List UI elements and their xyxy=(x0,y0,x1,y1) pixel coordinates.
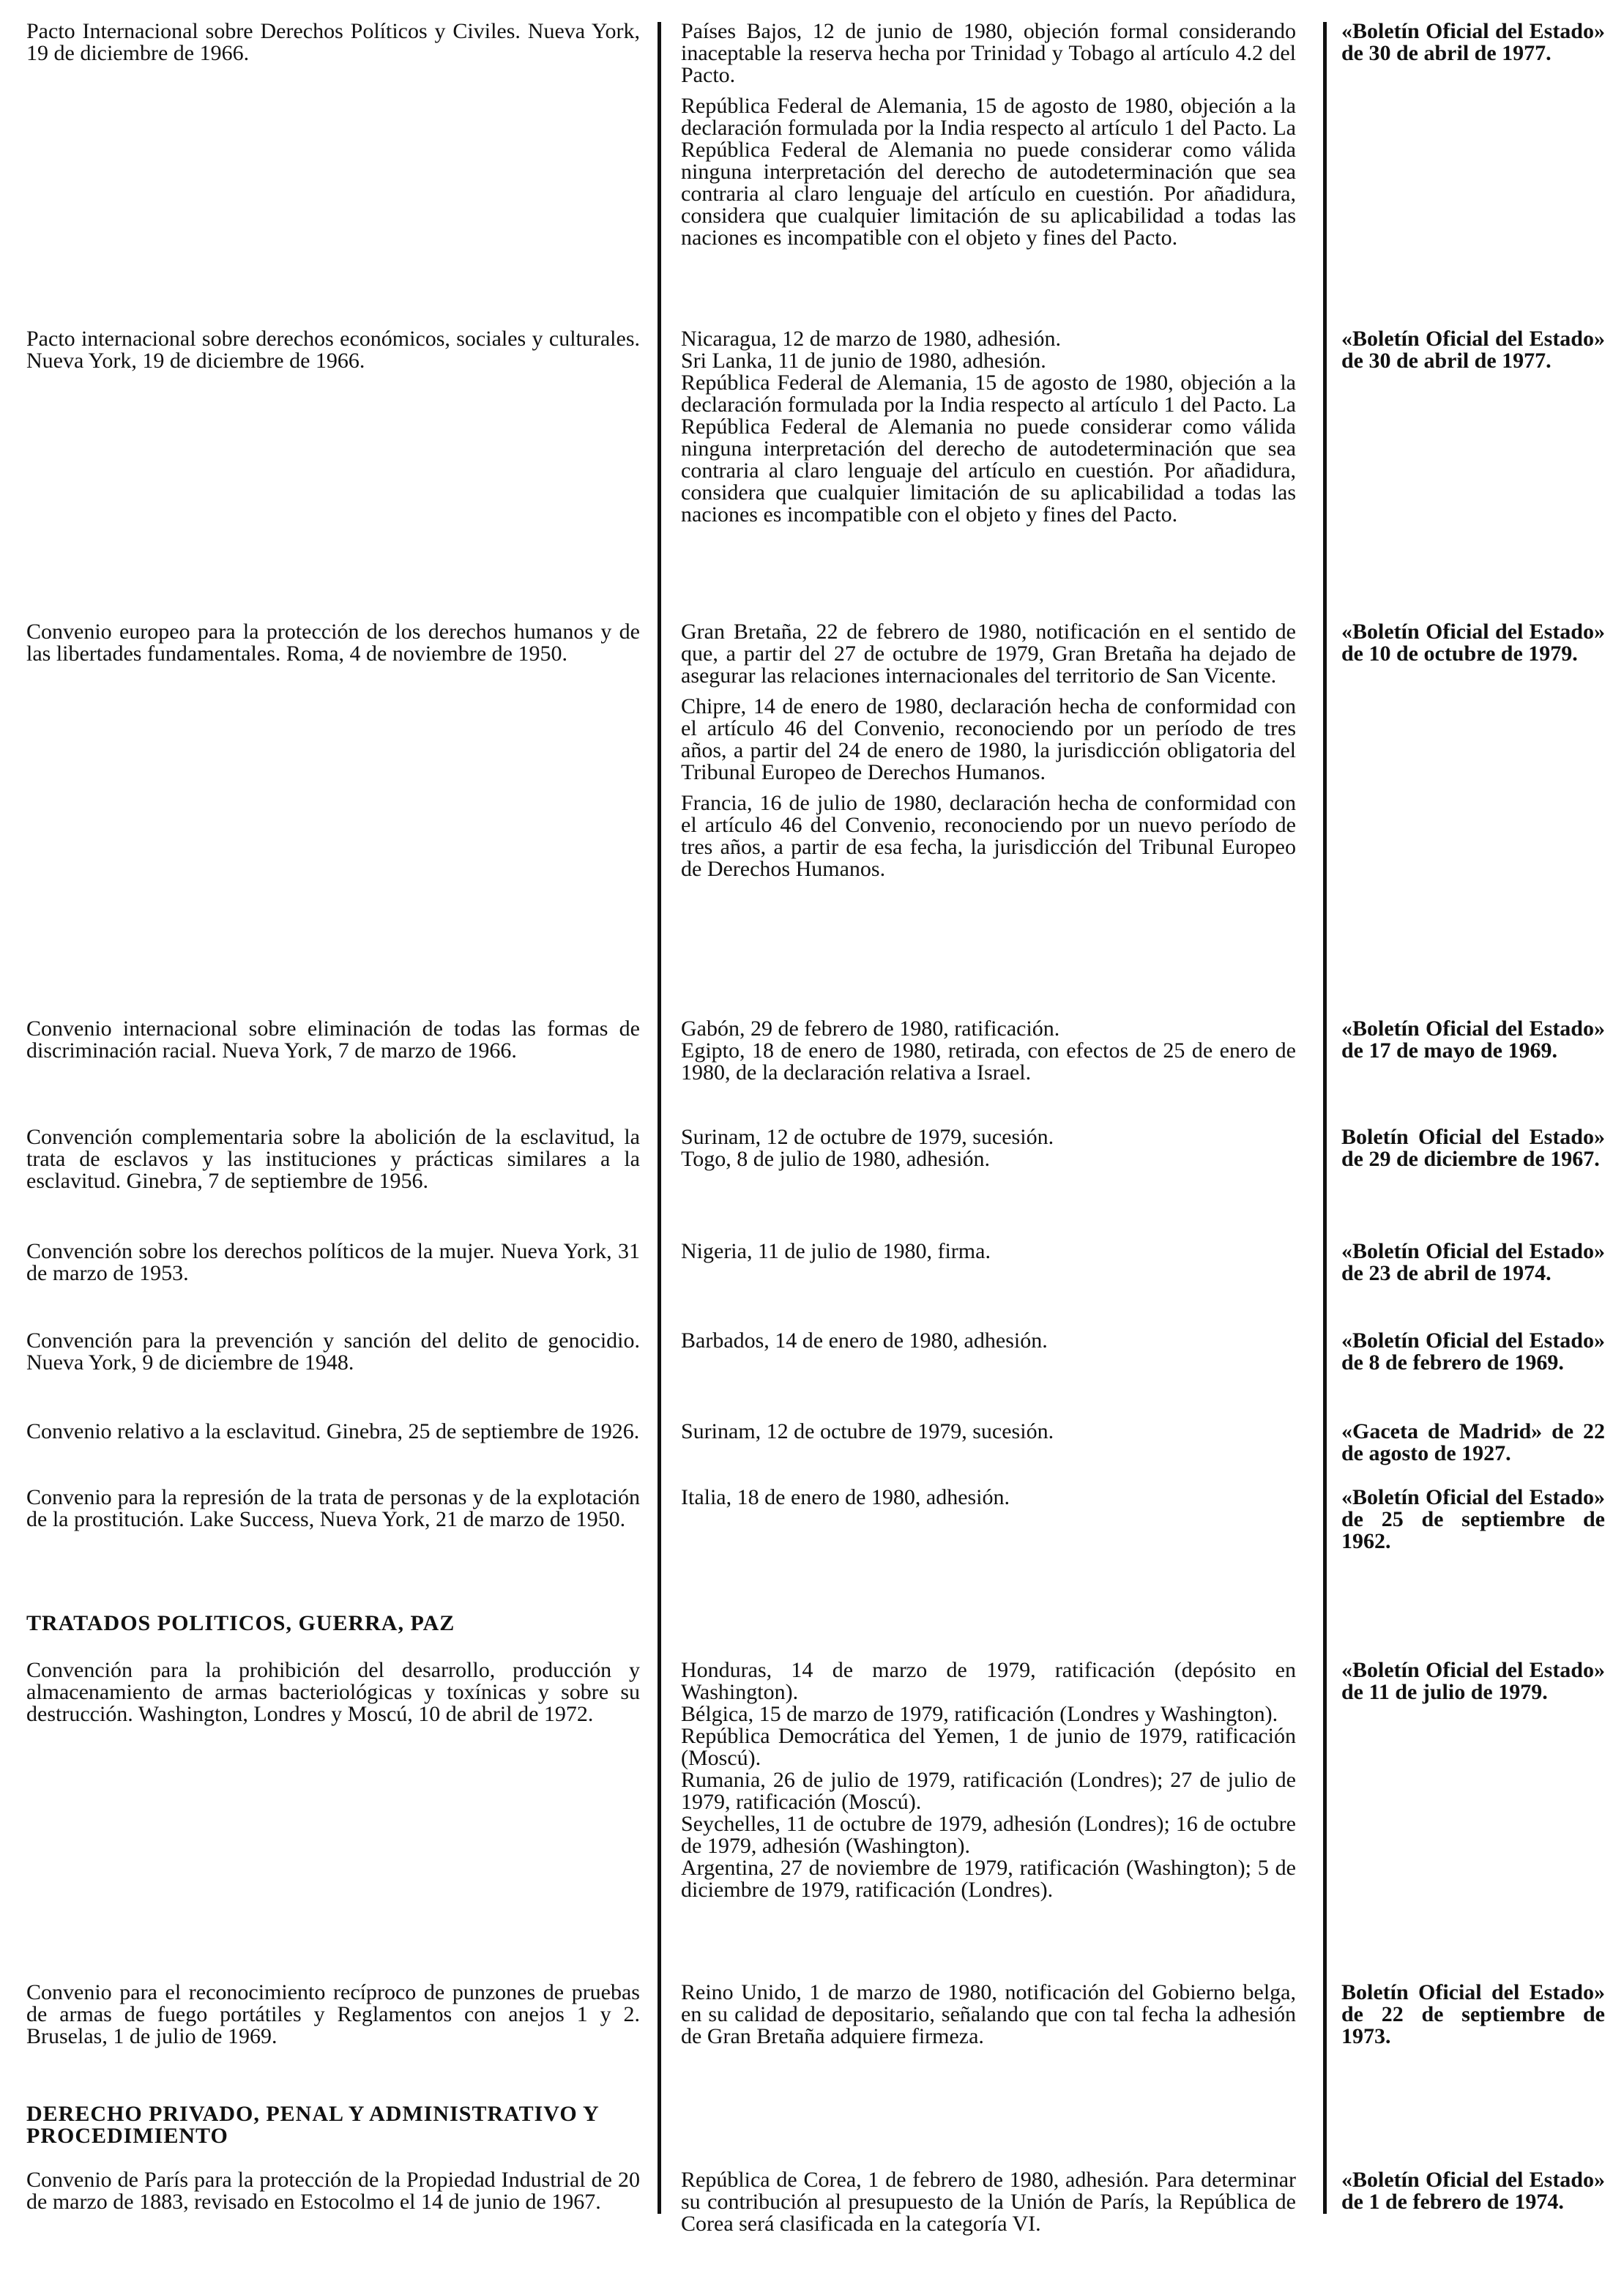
table-row xyxy=(0,621,1624,1018)
table-row xyxy=(0,1487,1624,1613)
note: República Federal de Alemania, 15 de agosto de 1980, objeción a la declaración formulada por la India respecto al artículo 1 del Pacto. La República Federal de Alemania no puede considerar como válida ninguna interpretación del derecho de autodeterminación que sea contraria al claro lenguaje del artículo en cuestión. Por añadidura, considera que cualquier limitación de su aplicabilidad a todas las naciones es incompatible con el objeto y fines del Pacto. xyxy=(681,371,1296,527)
official-reference: «Boletín Oficial del Estado» de 30 de abril de 1977. xyxy=(1341,19,1605,65)
note: Reino Unido, 1 de marzo de 1980, notificación del Gobierno belga, en su calidad de depositario, señalando que con tal fecha la adhesión de Gran Bretaña adquiere firmeza. xyxy=(681,1980,1296,2048)
note: Honduras, 14 de marzo de 1979, ratificación (depósito en Washington). xyxy=(681,1658,1296,1704)
note: Barbados, 14 de enero de 1980, adhesión. xyxy=(681,1328,1048,1353)
note: Bélgica, 15 de marzo de 1979, ratificación (Londres y Washington). xyxy=(681,1702,1278,1726)
table-row xyxy=(0,1330,1624,1421)
official-reference: «Boletín Oficial del Estado» de 17 de mayo de 1969. xyxy=(1341,1016,1605,1063)
treaty-notes xyxy=(681,1421,1296,1451)
official-reference: «Boletín Oficial del Estado» de 11 de julio de 1979. xyxy=(1341,1658,1605,1704)
official-reference: «Boletín Oficial del Estado» de 25 de septiembre de 1962. xyxy=(1341,1485,1605,1553)
treaty-notes xyxy=(681,1487,1296,1517)
official-reference: «Gaceta de Madrid» de 22 de agosto de 1927. xyxy=(1341,1419,1605,1465)
official-reference: «Boletín Oficial del Estado» de 30 de abril de 1977. xyxy=(1341,327,1605,373)
treaty-title: Pacto Internacional sobre Derechos Políticos y Civiles. Nueva York, 19 de diciembre de 1966. xyxy=(26,19,640,65)
treaty-title: Convención para la prevención y sanción del delito de genocidio. Nueva York, 9 de diciembre de 1948. xyxy=(26,1328,640,1375)
note: Gran Bretaña, 22 de febrero de 1980, notificación en el sentido de que, a partir del 27 de octubre de 1979, Gran Bretaña ha dejado de asegurar las relaciones internacionales del territorio de San Vicente. xyxy=(681,620,1296,688)
treaty-notes xyxy=(681,2169,1296,2244)
treaty-notes xyxy=(681,328,1296,535)
note: Nicaragua, 12 de marzo de 1980, adhesión. xyxy=(681,327,1061,351)
note: Surinam, 12 de octubre de 1979, sucesión. xyxy=(681,1125,1054,1149)
note: Seychelles, 11 de octubre de 1979, adhesión (Londres); 16 de octubre de 1979, adhesión (Washington). xyxy=(681,1812,1296,1858)
treaty-title: Convención sobre los derechos políticos de la mujer. Nueva York, 31 de marzo de 1953. xyxy=(26,1239,640,1285)
official-reference: Boletín Oficial del Estado» de 22 de septiembre de 1973. xyxy=(1341,1980,1605,2048)
note: Gabón, 29 de febrero de 1980, ratificación. xyxy=(681,1016,1060,1041)
note: República Federal de Alemania, 15 de agosto de 1980, objeción a la declaración formulada por la India respecto al artículo 1 del Pacto. La República Federal de Alemania no puede considerar como válida ninguna interpretación del derecho de autodeterminación que sea contraria al claro lenguaje del artículo en cuestión. Por añadidura, considera que cualquier limitación de su aplicabilidad a todas las naciones es incompatible con el objeto y fines del Pacto. xyxy=(681,94,1296,250)
treaty-notes xyxy=(681,21,1296,258)
note: Nigeria, 11 de julio de 1980, firma. xyxy=(681,1239,991,1263)
table-row xyxy=(0,2169,1624,2279)
treaty-notes xyxy=(681,1018,1296,1093)
table-row xyxy=(0,1659,1624,1982)
note: Países Bajos, 12 de junio de 1980, objeción formal considerando inaceptable la reserva hecha por Trinidad y Tobago al artículo 4.2 del Pacto. xyxy=(681,19,1296,87)
table-row xyxy=(0,1241,1624,1330)
note: Francia, 16 de julio de 1980, declaración hecha de conformidad con el artículo 46 del Convenio, reconociendo por un nuevo período de tres años, a partir de esa fecha, la jurisdicción del Tribunal Europeo de Derechos Humanos. xyxy=(681,791,1296,881)
note: Sri Lanka, 11 de junio de 1980, adhesión. xyxy=(681,349,1046,373)
treaty-title: Convenio de París para la protección de la Propiedad Industrial de 20 de marzo de 1883, revisado en Estocolmo el 14 de junio de 1967. xyxy=(26,2168,640,2214)
table-row xyxy=(0,1018,1624,1126)
note: Chipre, 14 de enero de 1980, declaración hecha de conformidad con el artículo 46 del Convenio, reconociendo por un período de tres años, a partir del 24 de enero de 1980, la jurisdicción obligatoria del Tribunal Europeo de Derechos Humanos. xyxy=(681,694,1296,784)
official-reference: «Boletín Oficial del Estado» de 1 de febrero de 1974. xyxy=(1341,2168,1605,2214)
note: Rumania, 26 de julio de 1979, ratificación (Londres); 27 de julio de 1979, ratificación (Moscú). xyxy=(681,1768,1296,1814)
treaty-title: Convenio para el reconocimiento recíproco de punzones de pruebas de armas de fuego portátiles y Reglamentos con anejos 1 y 2. Bruselas, 1 de julio de 1969. xyxy=(26,1980,640,2048)
table-row xyxy=(0,1126,1624,1241)
table-row xyxy=(0,328,1624,621)
note: República de Corea, 1 de febrero de 1980, adhesión. Para determinar su contribución al presupuesto de la Unión de París, la República de Corea será clasificada en la categoría VI. xyxy=(681,2168,1296,2236)
treaty-table xyxy=(0,21,1624,2279)
treaty-title: Convenio internacional sobre eliminación de todas las formas de discriminación racial. Nueva York, 7 de marzo de 1966. xyxy=(26,1016,640,1063)
note: Surinam, 12 de octubre de 1979, sucesión. xyxy=(681,1419,1054,1443)
treaty-title: Pacto internacional sobre derechos económicos, sociales y culturales. Nueva York, 19 de diciembre de 1966. xyxy=(26,327,640,373)
note: Togo, 8 de julio de 1980, adhesión. xyxy=(681,1147,991,1171)
treaty-notes xyxy=(681,1982,1296,2056)
treaty-title: Convenio para la represión de la trata de personas y de la explotación de la prostitución. Lake Success, Nueva York, 21 de marzo de 1950. xyxy=(26,1485,640,1531)
official-reference: Boletín Oficial del Estado» de 29 de diciembre de 1967. xyxy=(1341,1125,1605,1171)
official-reference: «Boletín Oficial del Estado» de 23 de abril de 1974. xyxy=(1341,1239,1605,1285)
treaty-title: Convenio relativo a la esclavitud. Ginebra, 25 de septiembre de 1926. xyxy=(26,1419,640,1443)
section-heading: DERECHO PRIVADO, PENAL Y ADMINISTRATIVO Y PROCEDIMIENTO xyxy=(26,2102,599,2148)
table-row xyxy=(0,21,1624,328)
treaty-notes xyxy=(681,1659,1296,1910)
section-heading: TRATADOS POLITICOS, GUERRA, PAZ xyxy=(26,1611,455,1635)
treaty-notes xyxy=(681,1126,1296,1179)
treaty-notes xyxy=(681,1241,1296,1271)
note: Egipto, 18 de enero de 1980, retirada, con efectos de 25 de enero de 1980, de la declaración relativa a Israel. xyxy=(681,1038,1296,1085)
section-heading-row xyxy=(0,1613,1624,1659)
treaty-notes xyxy=(681,1330,1296,1361)
official-reference: «Boletín Oficial del Estado» de 10 de octubre de 1979. xyxy=(1341,620,1605,666)
treaty-title: Convención complementaria sobre la abolición de la esclavitud, la trata de esclavos y las instituciones y prácticas similares a la esclavitud. Ginebra, 7 de septiembre de 1956. xyxy=(26,1125,640,1193)
table-row xyxy=(0,1421,1624,1487)
table-row xyxy=(0,1982,1624,2103)
treaty-title: Convenio europeo para la protección de los derechos humanos y de las libertades fundamentales. Roma, 4 de noviembre de 1950. xyxy=(26,620,640,666)
note: Italia, 18 de enero de 1980, adhesión. xyxy=(681,1485,1010,1509)
section-heading-row xyxy=(0,2103,1624,2169)
note: República Democrática del Yemen, 1 de junio de 1979, ratificación (Moscú). xyxy=(681,1724,1296,1770)
treaty-title: Convención para la prohibición del desarrollo, producción y almacenamiento de armas bacteriológicas y toxínicas y sobre su destrucción. Washington, Londres y Moscú, 10 de abril de 1972. xyxy=(26,1658,640,1726)
note: Argentina, 27 de noviembre de 1979, ratificación (Washington); 5 de diciembre de 1979, ratificación (Londres). xyxy=(681,1856,1296,1902)
treaty-notes xyxy=(681,621,1296,889)
official-reference: «Boletín Oficial del Estado» de 8 de febrero de 1969. xyxy=(1341,1328,1605,1375)
